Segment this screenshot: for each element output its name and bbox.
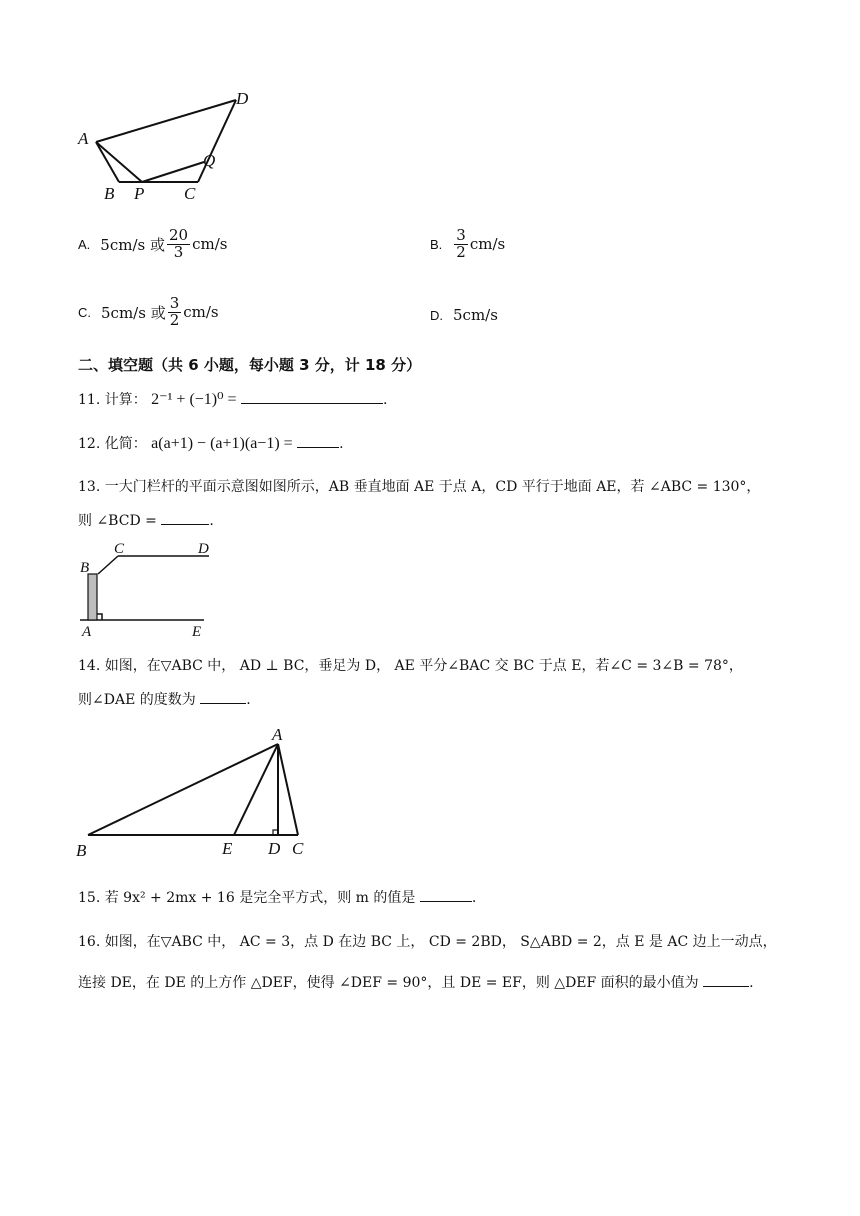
q12-answer-blank[interactable]	[297, 433, 339, 448]
q12-end: .	[339, 436, 344, 452]
section-title: 二、填空题（共 6 小题，每小题 3 分，计 18 分）	[78, 356, 422, 374]
question-14-line-2	[78, 689, 251, 709]
q16-answer-blank[interactable]	[703, 972, 749, 987]
point-label-P: P	[134, 184, 145, 203]
q14-answer-blank[interactable]	[200, 689, 246, 704]
q15-answer-blank[interactable]	[420, 887, 472, 902]
option-a[interactable]	[78, 228, 227, 261]
point-label-C: C	[292, 839, 304, 858]
question-14-line-1	[78, 655, 743, 675]
q13-text: 一大门栏杆的平面示意图如图所示，AB 垂直地面 AE 于点 A，CD 平行于地面 AE，若 ∠ABC = 130°，	[104, 479, 761, 495]
point-label-D: D	[198, 541, 209, 557]
option-a-fraction	[167, 228, 190, 261]
triangle-abc-figure	[70, 720, 330, 862]
option-b[interactable]	[430, 228, 505, 261]
option-b-label: B.	[430, 236, 443, 252]
q16-number: 16.	[78, 934, 101, 950]
q16-text-2: 连接 DE，在 DE 的上方作 △DEF，使得 ∠DEF = 90°，且 DE = EF，则 △DEF 面积的最小值为	[78, 975, 699, 991]
point-label-B: B	[80, 560, 90, 576]
question-16-line-2	[78, 972, 754, 992]
point-label-A: A	[78, 129, 89, 148]
q11-expression: 2⁻¹ + (−1)⁰ =	[151, 391, 237, 408]
point-label-D: D	[236, 89, 249, 108]
q14-text: 如图，在▽ABC 中， AD ⊥ BC，垂足为 D， AE 平分∠BAC 交 BC 于点 E，若∠C = 3∠B = 78°，	[104, 658, 743, 674]
option-c-numerator: 3	[169, 294, 180, 312]
q11-prefix: 计算：	[104, 392, 147, 408]
option-a-numerator: 20	[169, 226, 189, 244]
q11-end: .	[383, 392, 388, 408]
q14-number: 14.	[78, 658, 101, 674]
option-c-denominator: 2	[169, 310, 180, 329]
question-13-line-2	[78, 510, 214, 530]
question-11	[78, 389, 387, 409]
point-label-C: C	[114, 541, 125, 557]
question-12	[78, 433, 344, 453]
option-c-label: C.	[78, 304, 91, 320]
quadrilateral-figure	[70, 86, 270, 206]
option-a-denominator: 3	[173, 242, 184, 261]
option-c[interactable]	[78, 296, 219, 329]
option-d-text: 5cm/s	[453, 306, 498, 324]
option-c-unit: cm/s	[183, 303, 219, 322]
option-d-label: D.	[430, 307, 443, 323]
q16-end: .	[749, 975, 754, 991]
option-c-fraction	[168, 296, 182, 329]
option-a-text: 5cm/s 或	[100, 235, 165, 254]
point-label-E: E	[222, 839, 233, 858]
option-b-fraction	[454, 228, 468, 261]
point-label-B: B	[76, 841, 87, 860]
question-16-line-1	[78, 931, 777, 951]
point-label-A: A	[82, 624, 92, 640]
q13-prefix: 则 ∠BCD =	[78, 513, 157, 529]
point-label-E: E	[192, 624, 202, 640]
option-c-text: 5cm/s 或	[101, 303, 166, 322]
point-label-C: C	[184, 184, 196, 203]
q15-text: 若 9x² + 2mx + 16 是完全平方式，则 m 的值是	[104, 890, 416, 906]
q13-answer-blank[interactable]	[161, 510, 209, 525]
point-label-B: B	[104, 184, 115, 203]
option-a-unit: cm/s	[192, 235, 228, 254]
q16-text-1: 如图，在▽ABC 中， AC = 3，点 D 在边 BC 上， CD = 2BD， S△ABD = 2，点 E 是 AC 边上一动点，	[104, 934, 777, 950]
question-13-line-1	[78, 476, 760, 496]
q13-number: 13.	[78, 479, 101, 495]
option-d[interactable]	[430, 306, 498, 324]
option-b-numerator: 3	[456, 226, 466, 244]
option-a-label: A.	[78, 236, 91, 252]
option-b-denominator: 2	[456, 242, 466, 261]
point-label-D: D	[268, 839, 281, 858]
q12-prefix: 化简：	[104, 436, 147, 452]
q12-expression: a(a+1) − (a+1)(a−1) =	[151, 435, 293, 452]
q11-answer-blank[interactable]	[241, 389, 383, 404]
q12-number: 12.	[78, 436, 101, 452]
q13-end: .	[209, 513, 214, 529]
q11-number: 11.	[78, 392, 101, 408]
point-label-A: A	[272, 725, 283, 744]
gate-railing-figure	[72, 538, 222, 640]
q15-end: .	[471, 890, 477, 906]
q14-end: .	[246, 692, 251, 708]
q15-number: 15.	[78, 890, 101, 906]
question-15	[78, 887, 476, 907]
option-b-unit: cm/s	[469, 235, 506, 254]
point-label-Q: Q	[203, 151, 216, 170]
q14-prefix: 则∠DAE 的度数为	[78, 692, 196, 708]
